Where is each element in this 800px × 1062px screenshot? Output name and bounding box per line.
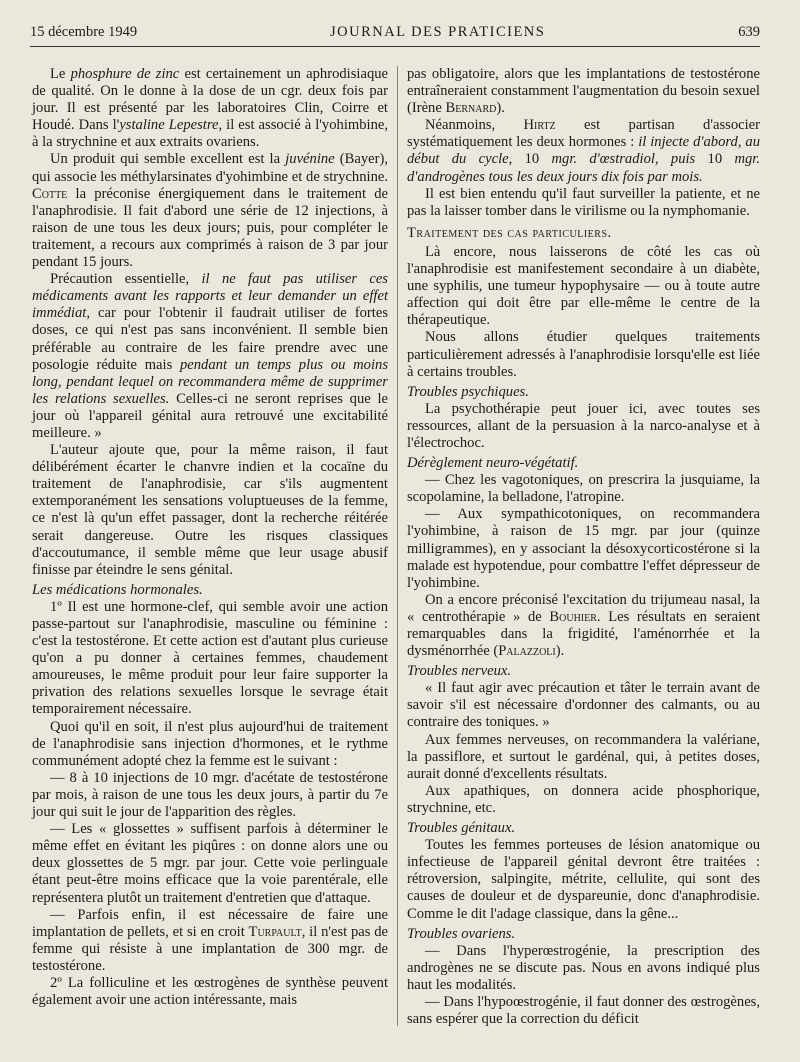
paragraph: — Aux sympathicotoniques, on recommandera l'yohimbine, à raison de 15 mgr. par jour (quinze milligrammes), en y associant la désoxycorticostérone si la malade est hypotendue, pour combattre l'effet dépresseur de l'yohimbine. <box>407 506 760 591</box>
paragraph: Précaution essentielle, il ne faut pas utiliser ces médicaments avant les rapports et leur demander un effet immédiat, car pour l'obtenir il faudrait utiliser de fortes doses, ce qui n'est pas sans inconvénient. Il semble bien préférable au contraire de les faire prendre avec une posologie réduite mais pendant un temps plus ou moins long, pendant lequel on recommandera même de supprimer les relations sexuelles. Celles-ci ne seront reprises que le jour où l'appareil génital aura retrouvé une excitabilité meilleure. » <box>32 271 388 441</box>
paragraph: Il est bien entendu qu'il faut surveiller la patiente, et ne pas la laisser tomber dans le virilisme ou la nymphomanie. <box>407 185 760 219</box>
section-heading-traitement: Traitement des cas particuliers. <box>407 224 612 241</box>
paragraph: Le phosphure de zinc est certainement un aphrodisiaque de qualité. On le donne à la dose de un cgr. deux fois par jour. Il est présenté par les laboratoires Clin, Coirre et Houdé. Dans l'ystaline Lepestre, il est associé à l'yohimbine, à la strychnine et aux extraits ovariens. <box>32 66 389 151</box>
paragraph: — Les « glossettes » suffisent parfois à déterminer le même effet en évitant les piqûres : on donne alors une ou deux glossettes de 5 mgr. par jour. Cette voie perlinguale étant peut-être moins efficace que la voie parentérale, elle représentera plutôt un traitement d'entretien que d'attaque. <box>32 821 388 906</box>
header-page-number: 639 <box>738 24 760 40</box>
paragraph: pas obligatoire, alors que les implantations de testostérone entraîneraient constamment l'augmentation du besoin sexuel (Irène Bernard). <box>407 66 760 117</box>
paragraph: — Parfois enfin, il est nécessaire de faire une implantation de pellets, et si en croit Turpault, il n'est pas de femme qui résiste à une implantation de 300 mgr. de testostérone. <box>32 906 389 974</box>
right-column <box>407 66 760 1028</box>
paragraph: Aux apathiques, on donnera acide phosphorique, strychnine, etc. <box>407 782 760 816</box>
paragraph: Quoi qu'il en soit, il n'est plus aujourd'hui de traitement de l'anaphrodisie sans injection d'hormones, et le rythme communément adopté chez la femme est le suivant : <box>32 718 388 769</box>
section-heading-neuro: Dérèglement neuro-végétatif. <box>407 455 579 472</box>
paragraph: 1º Il est une hormone-clef, qui semble avoir une action passe-partout sur l'anaphrodisie, masculine ou féminine : c'est la testostérone. Et cette action est d'autant plus curieuse qu'on a pu donner à certaines femmes, chaudement amoureuses, le même produit pour leur faire supporter la privation des relations sexuelles lorsque le sevrage était temporairement nécessaire. <box>32 598 388 718</box>
paragraph: Là encore, nous laisserons de côté les cas où l'anaphrodisie est manifestement secondaire à un diabète, une syphilis, une tumeur hypophysaire — ou à toute autre affection qui doit être par elle-même le centre de la thérapeutique. <box>407 243 760 329</box>
header-rule <box>30 46 760 47</box>
running-header <box>30 24 760 46</box>
paragraph: La psychothérapie peut jouer ici, avec toutes ses ressources, allant de la persuasion à la narco-analyse et à l'électrochoc. <box>407 400 760 451</box>
paragraph: — Dans l'hypoœstrogénie, il faut donner des œstrogènes, sans espérer que la correction du déficit <box>407 993 760 1028</box>
header-journal-title: JOURNAL DES PRATICIENS <box>330 24 546 40</box>
paragraph: Néanmoins, Hirtz est partisan d'associer systématiquement les deux hormones : il injecte d'abord, au début du cycle, 10 mgr. d'œstradiol, puis 10 mgr. d'androgènes tous les deux jours dix fois par mois. <box>407 117 761 185</box>
paragraph: Nous allons étudier quelques traitements particulièrement adressés à l'anaphrodisie lorsqu'elle est liée à certains troubles. <box>407 329 760 380</box>
paragraph: Aux femmes nerveuses, on recommandera la valériane, la passiflore, et surtout le gardénal, qui, à petites doses, aurait donné d'excellents résultats. <box>407 731 760 782</box>
section-heading-genitaux: Troubles génitaux. <box>407 820 516 837</box>
paragraph: Toutes les femmes porteuses de lésion anatomique ou infectieuse de l'appareil génital devront être traitées : rétroversion, salpingite, métrite, cellulite, qui sont des causes de douleur et de dyspareunie, donc d'anaphrodisie. Comme le dit l'adage classique, dans la gêne... <box>407 837 760 922</box>
paragraph: 2º La folliculine et les œstrogènes de synthèse peuvent également avoir une action intéressante, mais <box>32 974 388 1009</box>
section-heading-nerveux: Troubles nerveux. <box>407 663 512 680</box>
paragraph: — 8 à 10 injections de 10 mgr. d'acétate de testostérone par mois, à raison de une tous les deux jours, à partir du 7e jour qui suit le jour de l'apparition des règles. <box>32 769 388 821</box>
paragraph: — Dans l'hyperœstrogénie, la prescription des androgènes ne se discute pas. Nous en avons indiqué plus haut les modalités. <box>407 942 760 993</box>
paragraph: Un produit qui semble excellent est la juvénine (Bayer), qui associe les méthylarsinates d'yohimbine et de strychnine. Cotte la préconise énergiquement dans le traitement de l'anaphrodisie. Il fait d'abord une série de 12 injections, à raison de une tous les deux jours; puis, pour compléter le traitement, a recours aux comprimés à raison de 3 par jour pendant 15 jours. <box>32 151 388 271</box>
section-heading-ovariens: Troubles ovariens. <box>407 925 516 942</box>
section-heading-psych: Troubles psychiques. <box>407 383 529 400</box>
paragraph: L'auteur ajoute que, pour la même raison, il faut délibérément écarter le chanvre indien et la cocaïne du traitement de l'anaphrodisie, car s'ils augmentent extemporanément les sensations voluptueuses de la femme, ce n'est là qu'un effet passager, dont la recherche réitérée serait dangereuse. Outre les risques classiques d'accoutumance, il semble même que leur usage abusif finisse par éteindre le sens génital. <box>32 442 388 578</box>
paragraph: — Chez les vagotoniques, on prescrira la jusquiame, la scopolamine, la belladone, l'atropine. <box>407 472 760 506</box>
paragraph: « Il faut agir avec précaution et tâter le terrain avant de savoir s'il est nécessaire d'ordonner des calmants, ou au contraire des toniques. » <box>407 680 760 731</box>
left-column <box>32 66 388 1009</box>
header-date: 15 décembre 1949 <box>30 24 138 40</box>
section-heading-medications: Les médications hormonales. <box>32 581 203 598</box>
column-divider <box>397 66 398 1026</box>
paragraph: On a encore préconisé l'excitation du trijumeau nasal, la « centrothérapie » de Bouhier. Les résultats en seraient remarquables dans la frigidité, l'aménorrhée et la dysménorrhée (Palazzoli). <box>407 591 760 660</box>
